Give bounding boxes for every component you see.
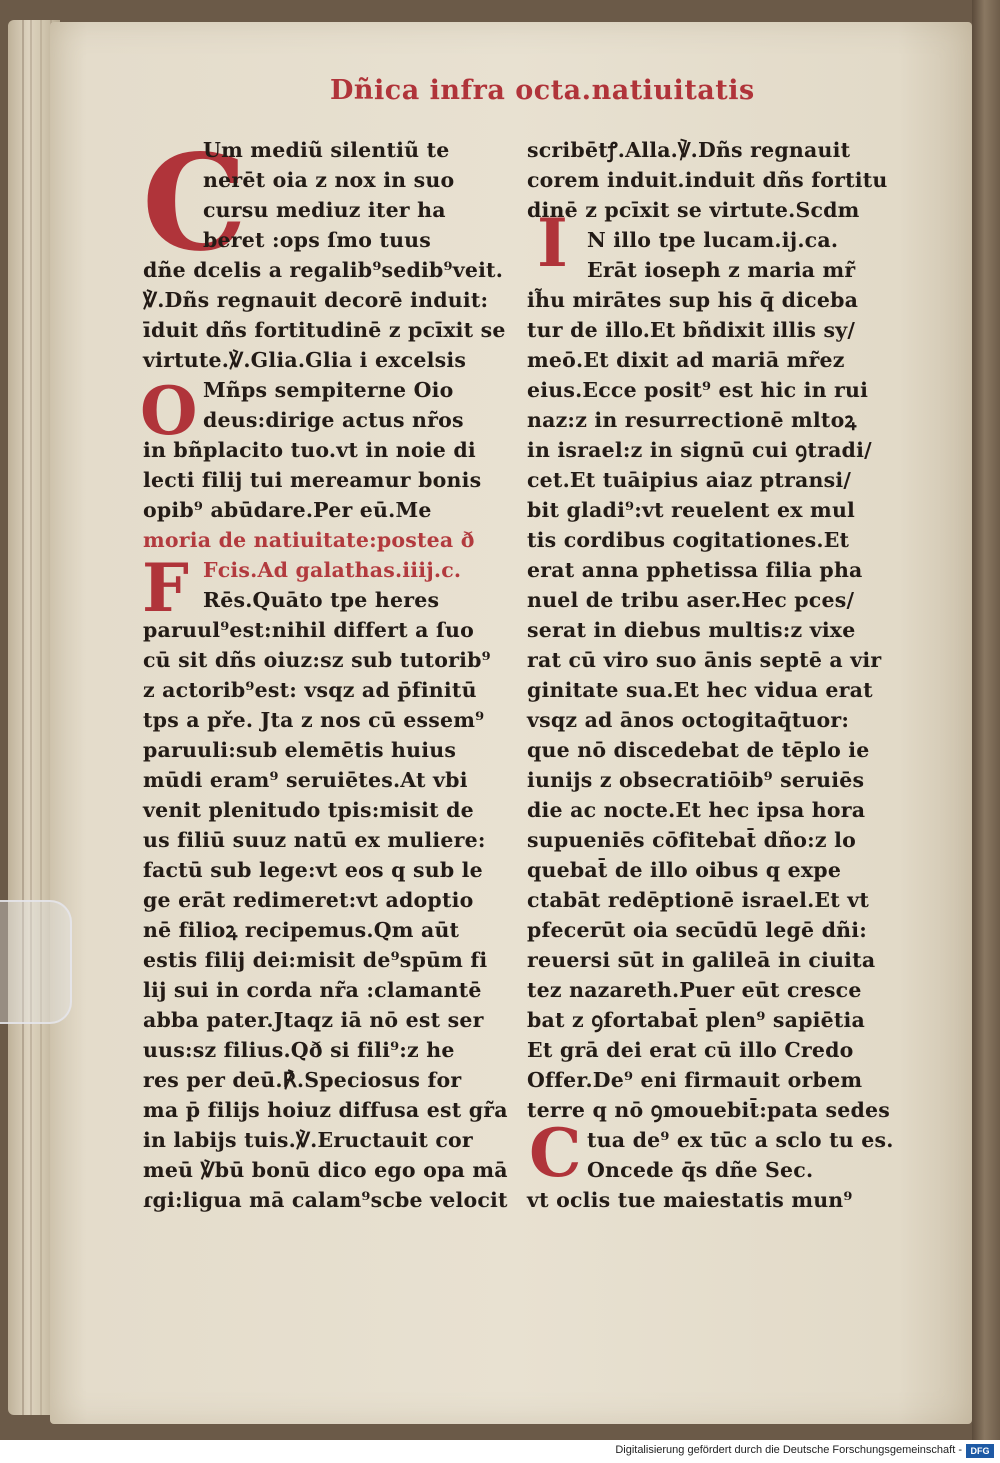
text-line: tua de⁹ ex tūc a sclo tu es.	[587, 1128, 894, 1152]
text-line: terre q nō ꝯmouebit̄:pata sedes	[527, 1098, 890, 1122]
text-line: uus:sz filius.Qð si fili⁹:z he	[143, 1038, 455, 1062]
text-line: tur de illo.Et bñdixit illis sy/	[527, 318, 856, 342]
text-line: estis filij dei:misit de⁹spūm fi	[143, 948, 488, 972]
text-line: Erāt ioseph z maria mr̃	[587, 258, 856, 282]
right-text-column	[527, 135, 894, 1215]
initial-letter-o: O	[140, 372, 198, 450]
text-line: virtute.℣.Glia.Glia i excelsis	[143, 348, 467, 372]
text-line: ma p̄ filijs hoiuz diffusa est gr̃a	[143, 1098, 508, 1122]
rubric-line: moria de natiuitate:postea ð	[143, 528, 475, 552]
text-line: in israel:z in signū cui ꝯtradi/	[527, 438, 872, 462]
text-line: Oncede q̄s dñe Sec.	[587, 1158, 814, 1182]
text-line: in labijs tuis.℣.Eructauit cor	[143, 1128, 473, 1152]
text-line: bit gladi⁹:vt reuelent ex mul	[527, 498, 856, 522]
funding-footer	[0, 1440, 1000, 1463]
text-line: dinē z pcīxit se virtute.Scdm	[527, 198, 860, 222]
text-line: que nō discedebat de tēplo ie	[527, 738, 870, 762]
text-line: paruul⁹est:nihil differt a ſuo	[143, 618, 474, 642]
text-line: ge erāt redimeret:vt adoptio	[143, 888, 474, 912]
text-line: N illo tpe lucam.ij.ca.	[587, 228, 839, 252]
text-line: vt oclis tue maiestatis mun⁹	[527, 1188, 853, 1212]
text-line: tez nazareth.Puer eūt cresce	[527, 978, 862, 1002]
text-line: vsqz ad ānos octogitaq̄tuor:	[527, 708, 850, 732]
text-line: Et grā dei erat cū illo Credo	[527, 1038, 854, 1062]
text-line: us filiū suuz natū ex muliere:	[143, 828, 486, 852]
text-line: cursu mediuz iter ha	[203, 198, 446, 222]
text-line: z actorib⁹est: vsqz ad p̄finitū	[143, 678, 477, 702]
text-line: ih̃u mirātes sup his q̄ diceba	[527, 288, 859, 312]
text-line: lecti filij tui mereamur bonis	[143, 468, 482, 492]
text-line: scribētꝭ.Alla.℣.Dñs regnauit	[527, 138, 851, 162]
text-line: dñe dcelis a regalib⁹sedib⁹veit.	[143, 258, 504, 282]
text-line: ɾgi:ligua mā calam⁹scbe velocit	[143, 1188, 508, 1212]
text-line: lij sui in corda nr̃a :clamantē	[143, 978, 482, 1002]
initial-letter-i: I	[537, 204, 568, 282]
text-line: paruuli:sub elemētis huius	[143, 738, 457, 762]
text-line: mūdi eram⁹ seruiētes.At vbi	[143, 768, 468, 792]
text-line: Mñps sempiterne Oio	[203, 378, 454, 402]
text-line: opib⁹ abūdare.Per eū.Me	[143, 498, 432, 522]
dfg-logo: DFG	[966, 1444, 994, 1458]
text-line: naz:z in resurrectionē mltoꝝ	[527, 408, 857, 432]
text-line: nerēt oia z nox in suo	[203, 168, 455, 192]
running-head: Dñica infra octa.natiuitatis	[330, 75, 755, 106]
text-line: nuel de tribu aser.Hec pces/	[527, 588, 855, 612]
text-line: quebat̄ de illo oibus q expe	[527, 858, 842, 882]
text-line: res per deū.℟.Speciosus for	[143, 1068, 462, 1092]
funding-notice: Digitalisierung gefördert durch die Deutsche Forschungsgemeinschaft -	[615, 1444, 962, 1456]
text-line: eius.Ecce posit⁹ est hic in rui	[527, 378, 869, 402]
text-line: tps a pře. Jta z nos cū essem⁹	[143, 708, 485, 732]
text-line: corem induit.induit dñs fortitu	[527, 168, 888, 192]
text-line: Rēs.Quāto tpe heres	[203, 588, 440, 612]
text-line: ginitate sua.Et hec vidua erat	[527, 678, 873, 702]
text-line: ℣.Dñs regnauit decorē induit:	[143, 288, 489, 312]
text-line: Um mediũ silentiũ te	[203, 138, 450, 162]
text-line: Offer.De⁹ eni firmauit orbem	[527, 1068, 863, 1092]
text-line: die ac nocte.Et hec ipsa hora	[527, 798, 866, 822]
text-line: reuersi sūt in galileā in ciuita	[527, 948, 876, 972]
text-line: iunijs z obsecratiōib⁹ seruiēs	[527, 768, 865, 792]
text-line: bat z ꝯfortabat̄ plen⁹ sapiētia	[527, 1008, 866, 1032]
text-line: factū sub lege:vt eos q sub le	[143, 858, 483, 882]
text-line: cet.Et tuāipius aiaz ptransi/	[527, 468, 852, 492]
initial-letter-c2: C	[529, 1114, 582, 1192]
text-line: venit plenitudo tpis:misit de	[143, 798, 474, 822]
text-line: meū ℣bū bonū dico ego opa mā	[143, 1158, 508, 1182]
text-line: tis cordibus cogitationes.Et	[527, 528, 850, 552]
left-text-column	[142, 126, 508, 1215]
initial-letter-f: F	[142, 549, 189, 627]
book-spine	[972, 0, 1000, 1440]
text-line: nē filioꝝ recipemus.Qm aūt	[143, 918, 460, 942]
text-line: rat cū viro suo ānis septē a vir	[527, 648, 882, 672]
text-line: cū sit dñs oiuz:sz sub tutorib⁹	[143, 648, 491, 672]
text-line: serat in diebus multis:z vixe	[527, 618, 856, 642]
text-line: pfecerūt oia secūdū legē dñi:	[527, 918, 867, 942]
text-line: īduit dñs fortitudinē z pcīxit se	[143, 318, 506, 342]
page-clip	[0, 900, 72, 1024]
text-line: meō.Et dixit ad mariā mr̃ez	[527, 348, 845, 372]
initial-letter-c: C	[142, 126, 248, 281]
text-line: in bñplacito tuo.vt in noie di	[143, 438, 476, 462]
text-line: supueniēs cōfitebat̄ dño:z lo	[527, 828, 856, 852]
text-line: erat anna pphetissa filia pha	[527, 558, 863, 582]
text-line: ctabāt redēptionē israel.Et vt	[527, 888, 870, 912]
text-line: beret :ops ſmo tuus	[203, 228, 432, 252]
text-line: abba pater.Jtaqz iā nō est ser	[143, 1008, 484, 1032]
text-line: deus:dirige actus nr̃os	[203, 408, 464, 432]
rubric-line: Fcis.Ad galathas.iiij.c.	[203, 558, 462, 582]
